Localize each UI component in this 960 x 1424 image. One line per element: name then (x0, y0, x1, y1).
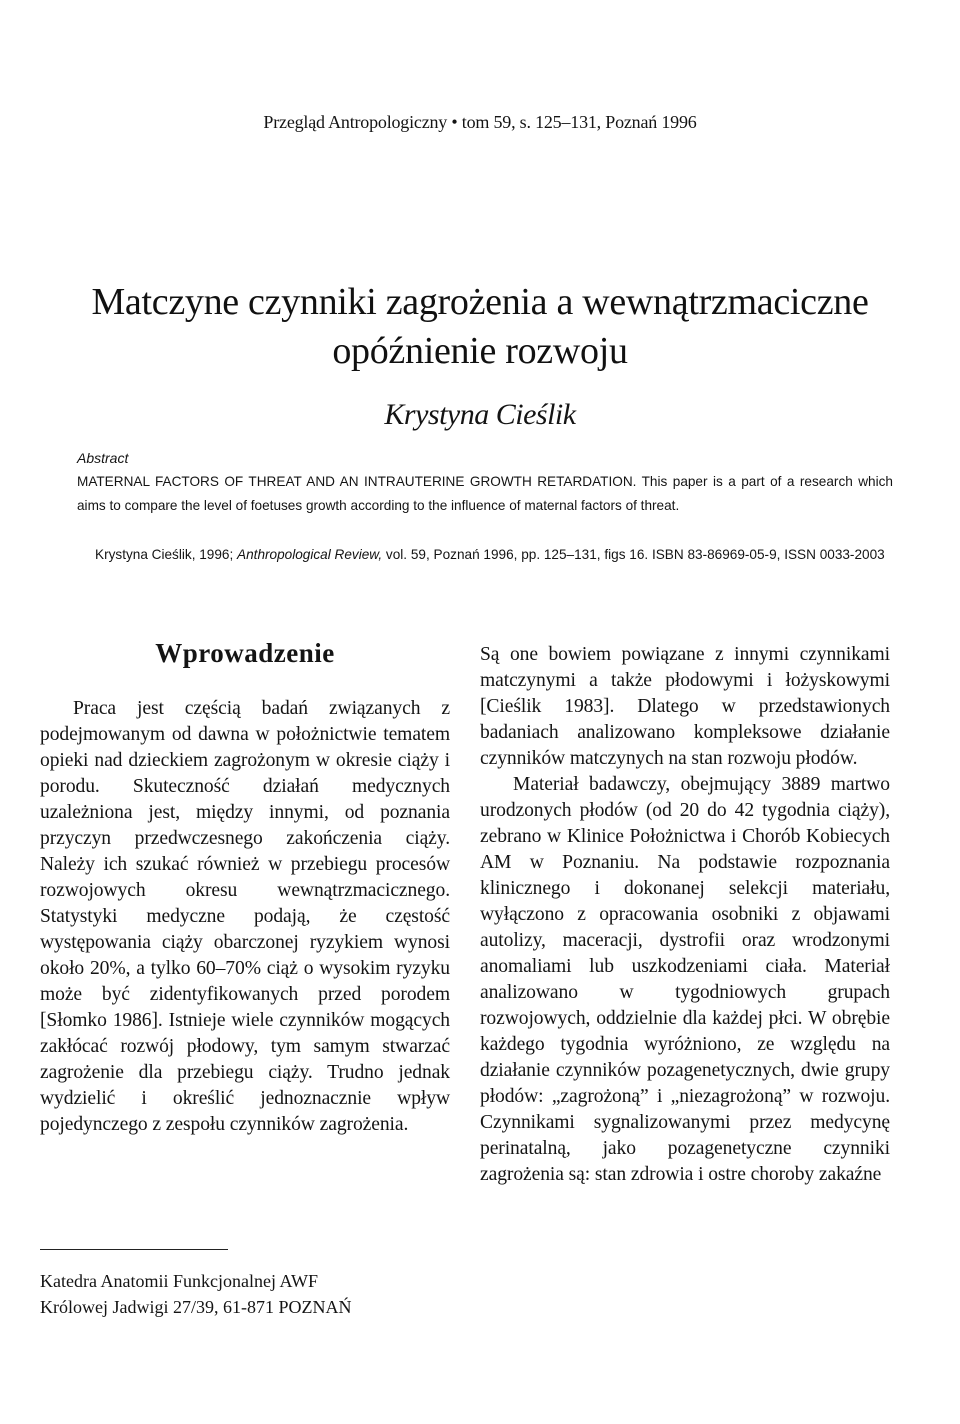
article-title-line-2: opóźnienie rozwoju (332, 330, 628, 372)
footnote-line-1: Katedra Anatomii Funkcjonalnej AWF (40, 1271, 319, 1291)
citation (77, 543, 893, 567)
section-heading: Wprowadzenie (155, 638, 335, 668)
author-name: Krystyna Cieślik (384, 398, 576, 431)
body-paragraph: Praca jest częścią badań związanych z podejmowanym od dawna w położnictwie tematem opieki nad dzieckiem zagrożonym w okresie ciąży i porodu. Skuteczność działań medycznych uzależniona jest, między innymi, od poznania przyczyn przedwczesnego zakończenia ciąży. Należy ich szukać również w przebiegu procesów rozwojowych okresu wewnątrzmacicznego. Statystyki medyczne podają, że częstość występowania ciąży obarczonej ryzykiem wynosi około 20%, a tylko 60–70% ciąż o wysokim ryzyku może być zidentyfikowanych przed porodem [Słomko 1986]. Istnieje wiele czynników mogących zakłócać rozwój płodowy, tym samym stwarzać zagrożenie dla przebiegu ciąży. Trudno jednak wydzielić i określić jednoznacznie wpływ pojedynczego z zespołu czynników zagrożenia. (40, 698, 450, 1135)
footnote-line-2: Królowej Jadwigi 27/39, 61-871 POZNAŃ (40, 1297, 352, 1317)
article-title-line-1: Matczyne czynniki zagrożenia a wewnątrzmaciczne (91, 281, 869, 323)
article-title (40, 278, 920, 376)
footnote (40, 1268, 460, 1320)
abstract-label: Abstract (77, 450, 129, 466)
citation-prefix: Krystyna Cieślik, 1996; (95, 547, 238, 562)
abstract-text: MATERNAL FACTORS OF THREAT AND AN INTRAUTERINE GROWTH RETARDATION. This paper is a part of a research which aims to compare the level of foetuses growth according to the influence of maternal factors of threat. (77, 474, 893, 513)
right-column (480, 642, 890, 1188)
left-column (40, 696, 450, 1138)
footnote-rule (40, 1249, 228, 1250)
running-head: Przegląd Antropologiczny • tom 59, s. 125–131, Poznań 1996 (263, 112, 697, 132)
body-paragraph: Materiał badawczy, obejmujący 3889 martwo urodzonych płodów (od 20 do 42 tygodnia ciąży), zebrano w Klinice Położnictwa i Chorób Kobiecych AM w Poznaniu. Na podstawie rozpoznania klinicznego i dokonanej selekcji materiału, wyłączono z opracowania osobniki z objawami autolizy, maceracji, dystrofii oraz wrodzonymi anomaliami lub uszkodzeniami ciała. Materiał analizowano w tygodniowych grupach rozwojowych, oddzielnie dla każdej płci. W obrębie każdego tygodnia wyróżniono, ze względu na działanie czynników pozagenetycznych, dwie grupy płodów: „zagrożoną” i „niezagrożoną” w rozwoju. Czynnikami sygnalizowanymi przez medycynę perinatalną, jako pozagenetyczne czynniki zagrożenia są: stan zdrowia i ostre choroby zakaźne (480, 774, 890, 1185)
body-paragraph: Są one bowiem powiązane z innymi czynnikami matczynymi a także płodowymi i łożyskowymi [Cieślik 1983]. Dlatego w przedstawionych badaniach analizowano kompleksowe działanie czynników matczynych na stan rozwoju płodów. (480, 644, 890, 769)
citation-journal: Anthropological Review, (237, 547, 383, 562)
citation-suffix: vol. 59, Poznań 1996, pp. 125–131, figs 16. ISBN 83-86969-05-9, ISSN 0033-2003 (382, 547, 885, 562)
